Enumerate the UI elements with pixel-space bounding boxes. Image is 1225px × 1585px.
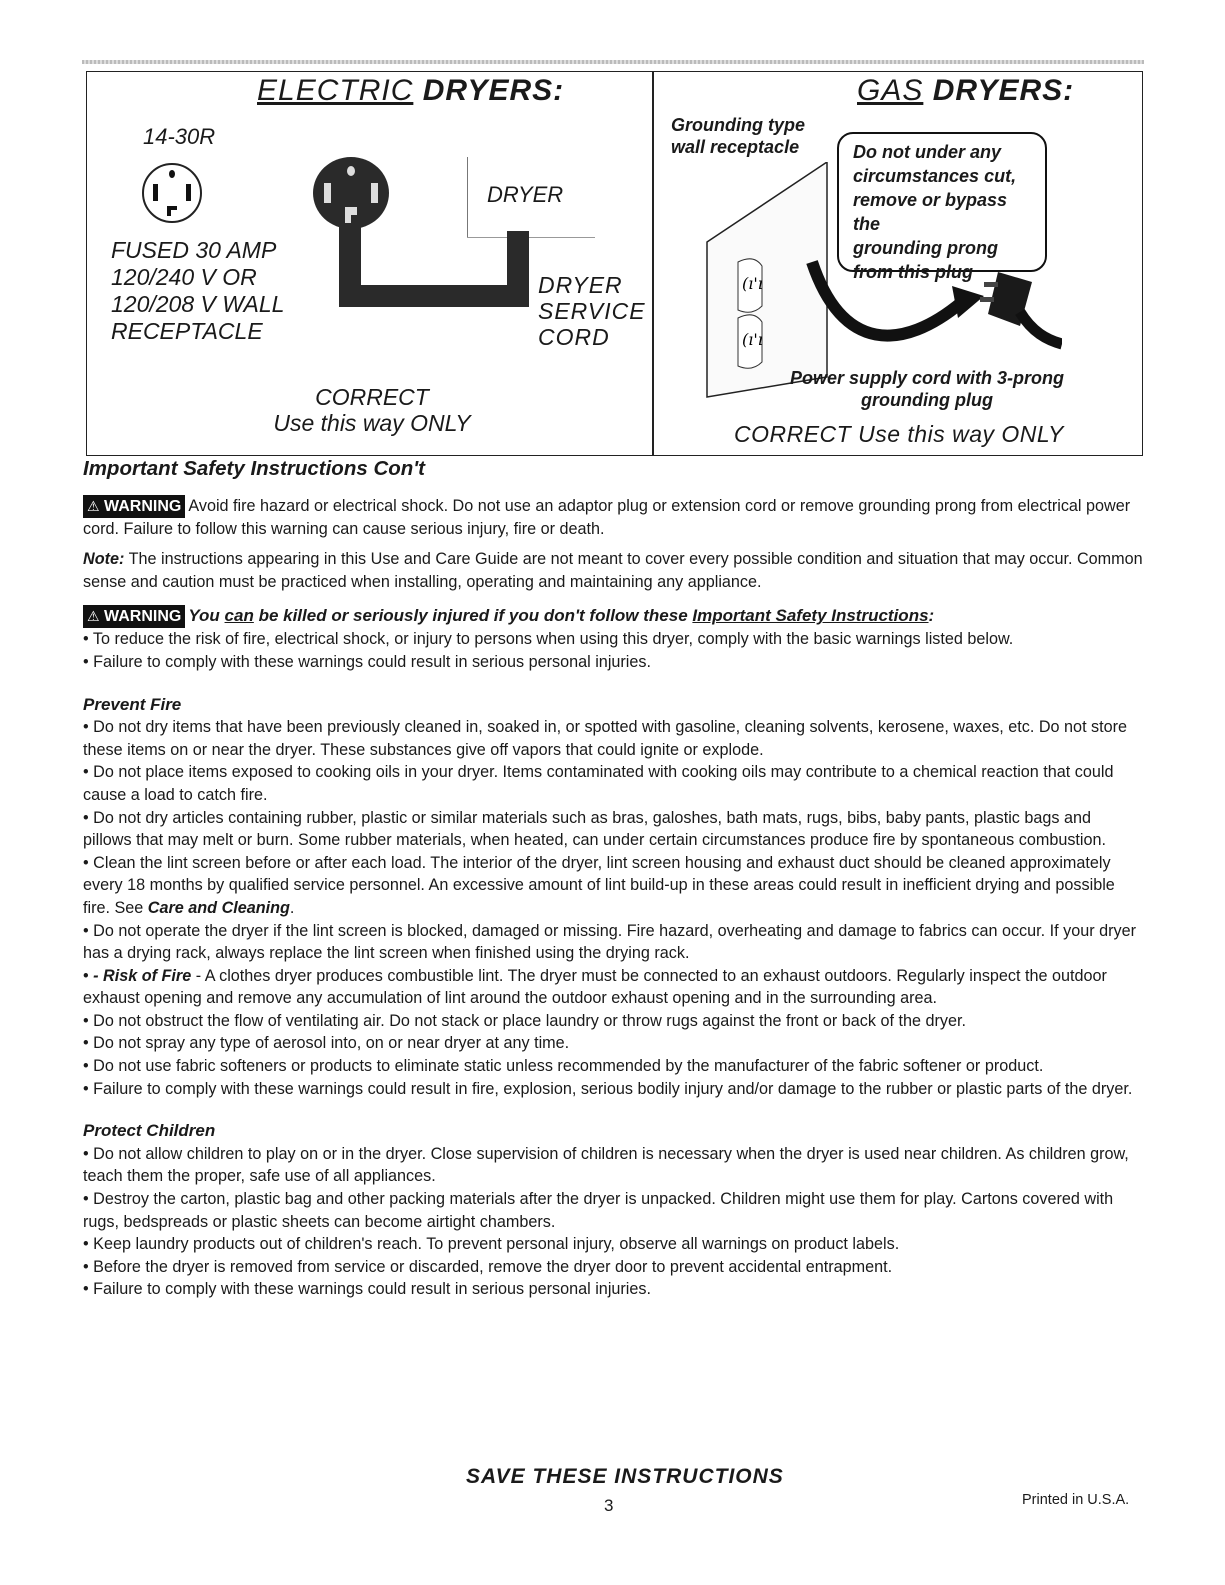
- protect-children-item: • Keep laundry products out of children's reach. To prevent personal injury, observe all warnings on product labels.: [83, 1235, 900, 1254]
- protect-children-item: • Destroy the carton, plastic bag and other packing materials after the dryer is unpacked. Children might use them for play. Cartons covered with rugs, bedspreads or plastic sheets can become airtight chambers.: [83, 1190, 1114, 1231]
- prevent-fire-item: • Failure to comply with these warnings could result in fire, explosion, serious bodily injury and/or damage to the rubber or plastic parts of the dryer.: [83, 1079, 1133, 1098]
- note-paragraph: Note: The instructions appearing in this Use and Care Guide are not meant to cover every possible condition and situation that may occur. Common sense and caution must be practiced when installing, operating and maintaining any appliance.: [83, 550, 1143, 591]
- section-title: Important Safety Instructions Con't: [83, 457, 426, 480]
- printed-in-label: Printed in U.S.A.: [1022, 1492, 1130, 1508]
- warning-triangle-icon-2: ⚠: [87, 608, 100, 625]
- grounding-warning-callout: Do not under any circumstances cut, remove or bypass the grounding prong from this plug: [837, 132, 1047, 272]
- warning-badge-2: ⚠ WARNING: [83, 605, 185, 628]
- prevent-fire-item: • Do not obstruct the flow of ventilating air. Do not stack or place laundry or throw rugs against the front or back of the dryer.: [83, 1011, 966, 1030]
- protect-children-heading: Protect Children: [83, 1121, 216, 1141]
- prevent-fire-item: • Do not dry items that have been previously cleaned in, soaked in, or spotted with gasoline, cleaning solvents, kerosene, waxes, etc. Do not store these items on or near the dryer. These substances give off vapors that could ignite or explode.: [83, 718, 1128, 759]
- svg-text:(ı'ı: (ı'ı: [742, 274, 763, 293]
- grounding-receptacle-label: Grounding type wall receptacle: [671, 115, 805, 157]
- prevent-fire-item: • - Risk of Fire - A clothes dryer produces combustible lint. The dryer must be connected to an exhaust outdoors. Regularly inspect the outdoor exhaust opening and remove any accumulation of lint around the outdoor exhaust opening and in the surrounding area.: [83, 966, 1107, 1008]
- outlet-14-30r-icon: [141, 162, 203, 224]
- electric-heading: ELECTRIC DRYERS:: [257, 74, 565, 107]
- page-number: 3: [604, 1496, 614, 1515]
- warning-badge: ⚠ WARNING: [83, 495, 185, 518]
- save-instructions: SAVE THESE INSTRUCTIONS: [466, 1465, 784, 1488]
- top-rule: [82, 60, 1144, 64]
- protect-children-item: • Before the dryer is removed from service or discarded, remove the dryer door to prevent accidental entrapment.: [83, 1257, 893, 1276]
- warning-triangle-icon: ⚠: [87, 497, 100, 514]
- figure-divider: [652, 72, 654, 455]
- safety-instructions: [83, 458, 1143, 1301]
- general-item: • Failure to comply with these warnings could result in serious personal injuries.: [83, 652, 651, 671]
- dryer-label: DRYER: [487, 182, 564, 207]
- grounding-figure: [86, 71, 1143, 456]
- prevent-fire-item: • Do not use fabric softeners or products to eliminate static unless recommended by the manufacturer of the fabric softener or product.: [83, 1057, 1044, 1076]
- protect-children-item: • Do not allow children to play on or in the dryer. Close supervision of children is necessary when the dryer is used near children. As children grow, teach them the proper, safe use of all appliances.: [83, 1144, 1129, 1186]
- electric-correct-label: CORRECT Use this way ONLY: [273, 384, 471, 436]
- prevent-fire-item: • Do not operate the dryer if the lint screen is blocked, damaged or missing. Fire hazard, overheating and damage to fabrics can occur. If your dryer has a drying rack, always replace the lint screen when finished using the drying rack.: [83, 921, 1137, 963]
- warning-paragraph-2: ⚠ WARNING You can be killed or seriously injured if you don't follow these Important Safety Instructions:: [83, 605, 1143, 628]
- prevent-fire-item: • Clean the lint screen before or after each load. The interior of the dryer, lint screen housing and exhaust duct should be cleaned approximately every 18 months by qualified service personnel. An excessive amount of lint build-up in these areas could result in inefficient drying and possible fire. See Care and Cleaning.: [83, 853, 1115, 917]
- protect-children-item: • Failure to comply with these warnings could result in serious personal injuries.: [83, 1280, 651, 1299]
- prevent-fire-item: • Do not dry articles containing rubber, plastic or similar materials such as bras, galoshes, bath mats, rugs, bibs, baby pants, plastic bags and pillows that may melt or burn. Some rubber materials, when heated, can under certain circumstances produce fire by spontaneous combustion.: [83, 808, 1107, 850]
- power-cord-label: Power supply cord with 3-prong grounding plug: [789, 368, 1065, 410]
- outlet-label: 14-30R: [143, 124, 216, 149]
- svg-text:(ı'ı: (ı'ı: [742, 330, 763, 349]
- dryer-service-cord-label: DRYER SERVICE CORD: [538, 272, 646, 350]
- gas-correct-label: CORRECT Use this way ONLY: [734, 421, 1064, 447]
- gas-heading: GAS DRYERS:: [857, 74, 1075, 107]
- prevent-fire-item: • Do not place items exposed to cooking oils in your dryer. Items contaminated with cooking oils may contribute to a chemical reaction that could cause a load to catch fire.: [83, 763, 1114, 804]
- receptacle-label: FUSED 30 AMP 120/240 V OR 120/208 V WALL RECEPTACLE: [111, 237, 285, 344]
- prevent-fire-item: • Do not spray any type of aerosol into, on or near dryer at any time.: [83, 1034, 570, 1053]
- prevent-fire-heading: Prevent Fire: [83, 694, 182, 714]
- warning-paragraph-1: ⚠ WARNING Avoid fire hazard or electrical shock. Do not use an adaptor plug or extension cord or remove grounding prong from electrical power cord. Failure to follow this warning can cause serious injury, fire or death.: [83, 496, 1131, 538]
- general-item: • To reduce the risk of fire, electrical shock, or injury to persons when using this dryer, comply with the basic warnings listed below.: [83, 630, 1014, 649]
